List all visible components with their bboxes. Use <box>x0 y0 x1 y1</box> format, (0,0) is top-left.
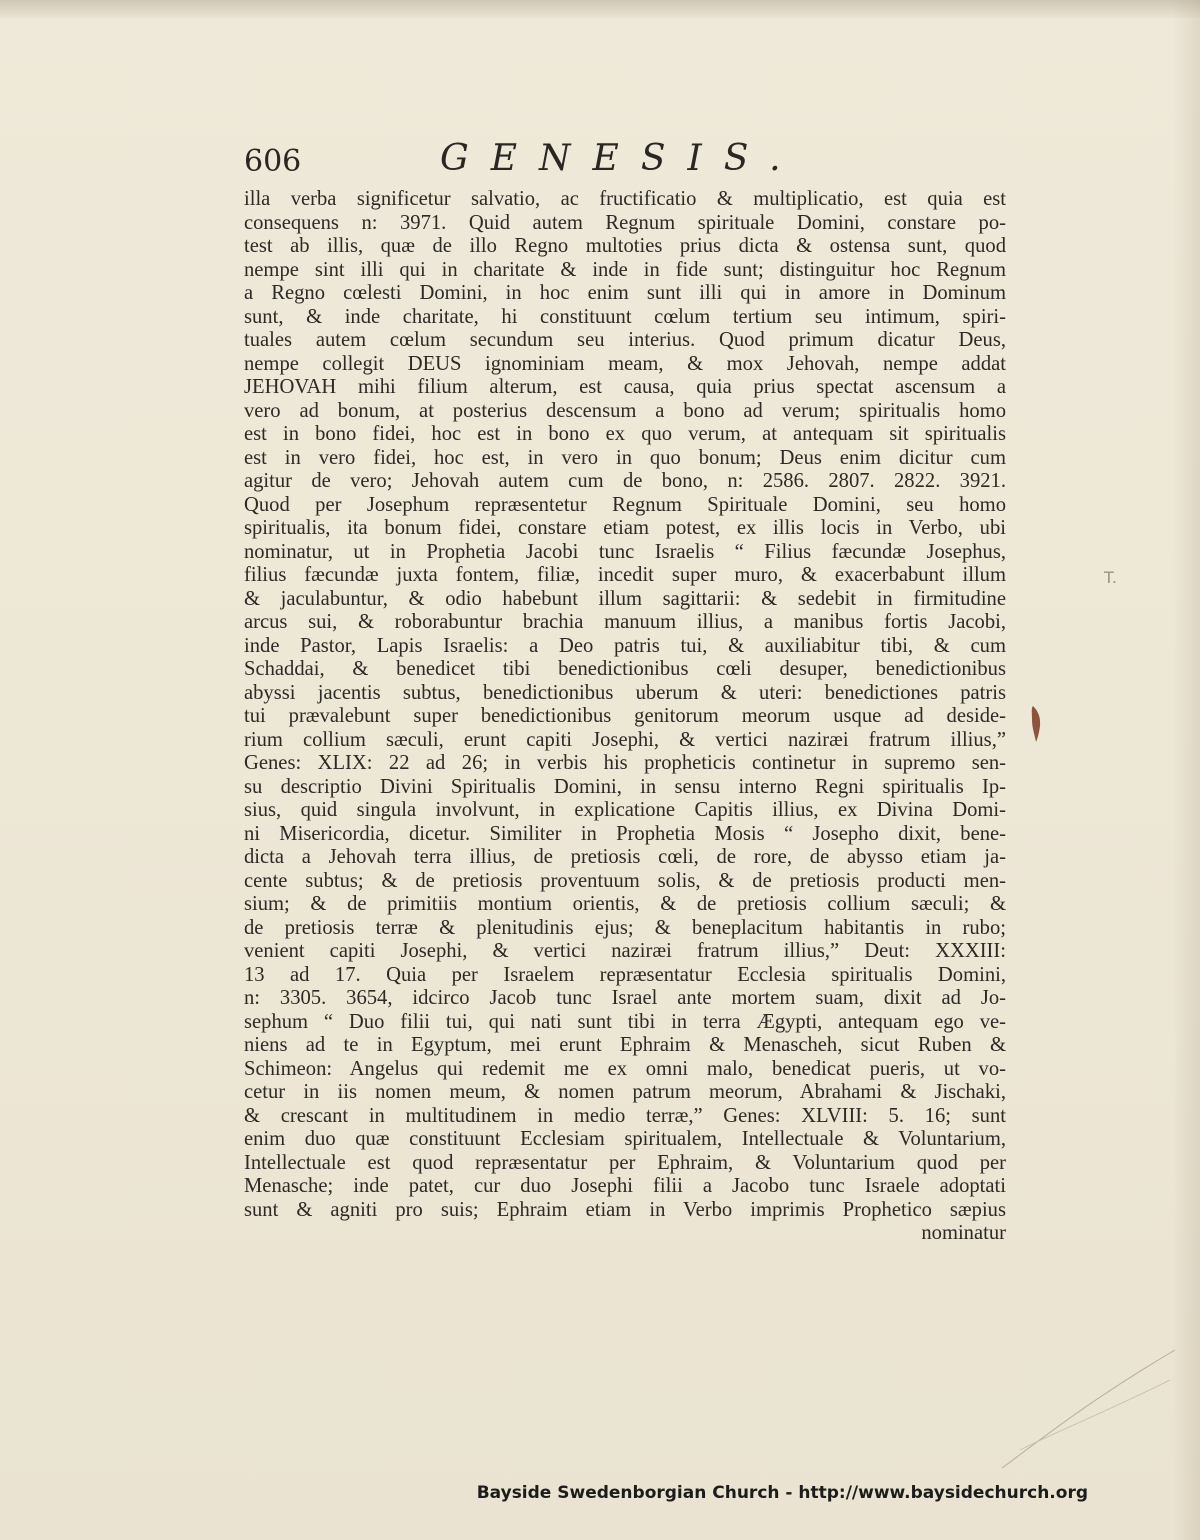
text-line: filius fæcundæ juxta fontem, filiæ, incedit super muro, & exacerbabunt illum <box>244 564 1006 586</box>
text-line: vero ad bonum, at posterius descensum a bono ad verum; spiritualis homo <box>244 399 1006 422</box>
text-line: Schaddai, & benedicet tibi benedictionibus cœli desuper, benedictionibus <box>244 658 1006 680</box>
text-line: & crescant in multitudinem in medio terræ,” Genes: XLVIII: 5. 16; sunt <box>244 1104 1006 1127</box>
text-line: sius, quid singula involvunt, in explicatione Capitis illius, ex Divina Domi- <box>244 799 1006 821</box>
running-head <box>244 138 1004 188</box>
ink-stain <box>1030 704 1042 744</box>
text-line: agitur de vero; Jehovah autem cum de bono, n: 2586. 2807. 2822. 3921. <box>244 470 1006 492</box>
text-line: nempe collegit DEUS ignominiam meam, & mox Jehovah, nempe addat <box>244 352 1006 375</box>
text-line: & jaculabuntur, & odio habebunt illum sagittarii: & sedebit in firmitudine <box>244 587 1006 610</box>
text-line: tuales autem cœlum secundum seu interius. Quod primum dicatur Deus, <box>244 329 1006 351</box>
catchword: nominatur <box>921 1222 1006 1244</box>
text-line: Intellectuale est quod repræsentatur per Ephraim, & Voluntarium quod per <box>244 1151 1006 1174</box>
text-line: nominatur, ut in Prophetia Jacobi tunc Israelis “ Filius fæcundæ Josephus, <box>244 540 1006 563</box>
text-line: cente subtus; & de pretiosis proventuum solis, & de pretiosis producti men- <box>244 869 1006 892</box>
text-line: sunt & agniti pro suis; Ephraim etiam in Verbo imprimis Prophetico sæpius <box>244 1198 1006 1221</box>
text-line: consequens n: 3971. Quid autem Regnum spirituale Domini, constare po- <box>244 211 1006 234</box>
text-line: dicta a Jehovah terra illius, de pretiosis cœli, de rore, de abysso etiam ja- <box>244 846 1006 868</box>
text-line: niens ad te in Egyptum, mei erunt Ephraim & Menascheh, sicut Ruben & <box>244 1034 1006 1056</box>
text-line: JEHOVAH mihi filium alterum, est causa, quia prius spectat ascensum a <box>244 376 1006 398</box>
text-line: sium; & de primitiis montium orientis, & de pretiosis collium sæculi; & <box>244 893 1006 915</box>
text-line: de pretiosis terræ & plenitudinis ejus; & beneplacitum habitantis in rubo; <box>244 916 1006 939</box>
text-line: nempe sint illi qui in charitate & inde in fide sunt; distinguitur hoc Regnum <box>244 258 1006 281</box>
text-line: Quod per Josephum repræsentetur Regnum Spirituale Domini, seu homo <box>244 493 1006 516</box>
text-line: su descriptio Divini Spiritualis Domini, in sensu interno Regni spiritualis Ip- <box>244 775 1006 798</box>
text-line: ni Misericordia, dicetur. Similiter in Prophetia Mosis “ Josepho dixit, bene- <box>244 822 1006 845</box>
text-line: Genes: XLIX: 22 ad 26; in verbis his propheticis continetur in supremo sen- <box>244 752 1006 774</box>
text-line: illa verba significetur salvatio, ac fructificatio & multiplicatio, est quia est <box>244 188 1006 210</box>
text-line: Menasche; inde patet, cur duo Josephi filii a Jacobo tunc Israele adoptati <box>244 1175 1006 1197</box>
book-title: GENESIS. <box>440 138 803 179</box>
page-top-edge <box>0 0 1200 18</box>
text-line: sephum “ Duo filii tui, qui nati sunt tibi in terra Ægypti, antequam ego ve- <box>244 1010 1006 1033</box>
body-text <box>244 188 1006 1246</box>
text-line: cetur in iis nomen meum, & nomen patrum meorum, Abrahami & Jischaki, <box>244 1081 1006 1103</box>
pencil-marks <box>1000 1340 1180 1470</box>
text-line: Schimeon: Angelus qui redemit me ex omni malo, benedicat pueris, ut vo- <box>244 1057 1006 1080</box>
pencil-margin-note: T. <box>1104 568 1117 587</box>
text-line: enim duo quæ constituunt Ecclesiam spiritualem, Intellectuale & Voluntarium, <box>244 1128 1006 1150</box>
text-line: abyssi jacentis subtus, benedictionibus uberum & uteri: benedictiones patris <box>244 681 1006 704</box>
text-line: n: 3305. 3654, idcirco Jacob tunc Israel ante mortem suam, dixit ad Jo- <box>244 987 1006 1009</box>
text-line: a Regno cœlesti Domini, in hoc enim sunt illi qui in amore in Dominum <box>244 282 1006 304</box>
text-line: arcus sui, & roborabuntur brachia manuum illius, a manibus fortis Jacobi, <box>244 611 1006 633</box>
page-right-edge <box>1172 0 1200 1540</box>
text-line: test ab illis, quæ de illo Regno multoties prius dicta & ostensa sunt, quod <box>244 235 1006 257</box>
text-line: tui prævalebunt super benedictionibus genitorum meorum usque ad deside- <box>244 705 1006 727</box>
page-number: 606 <box>244 144 302 179</box>
footer-credit: Bayside Swedenborgian Church - http://www.baysidechurch.org <box>476 1483 1088 1503</box>
pencil-stroke <box>1020 1380 1170 1450</box>
text-line: rium collium sæculi, erunt capiti Josephi, & vertici naziræi fratrum illius,” <box>244 728 1006 751</box>
ink-stain-shape <box>1032 706 1040 742</box>
text-line: spiritualis, ita bonum fidei, constare etiam potest, ex illis locis in Verbo, ubi <box>244 517 1006 539</box>
text-line: sunt, & inde charitate, hi constituunt cœlum tertium seu intimum, spiri- <box>244 305 1006 328</box>
text-line: venient capiti Josephi, & vertici naziræi fratrum illius,” Deut: XXXIII: <box>244 940 1006 962</box>
pencil-stroke <box>1002 1350 1175 1468</box>
text-line: est in bono fidei, hoc est in bono ex quo verum, at antequam sit spiritualis <box>244 423 1006 445</box>
text-line: 13 ad 17. Quia per Israelem repræsentatur Ecclesia spiritualis Domini, <box>244 963 1006 986</box>
text-line: est in vero fidei, hoc est, in vero in quo bonum; Deus enim dicitur cum <box>244 446 1006 469</box>
text-line: inde Pastor, Lapis Israelis: a Deo patris tui, & auxiliabitur tibi, & cum <box>244 634 1006 657</box>
